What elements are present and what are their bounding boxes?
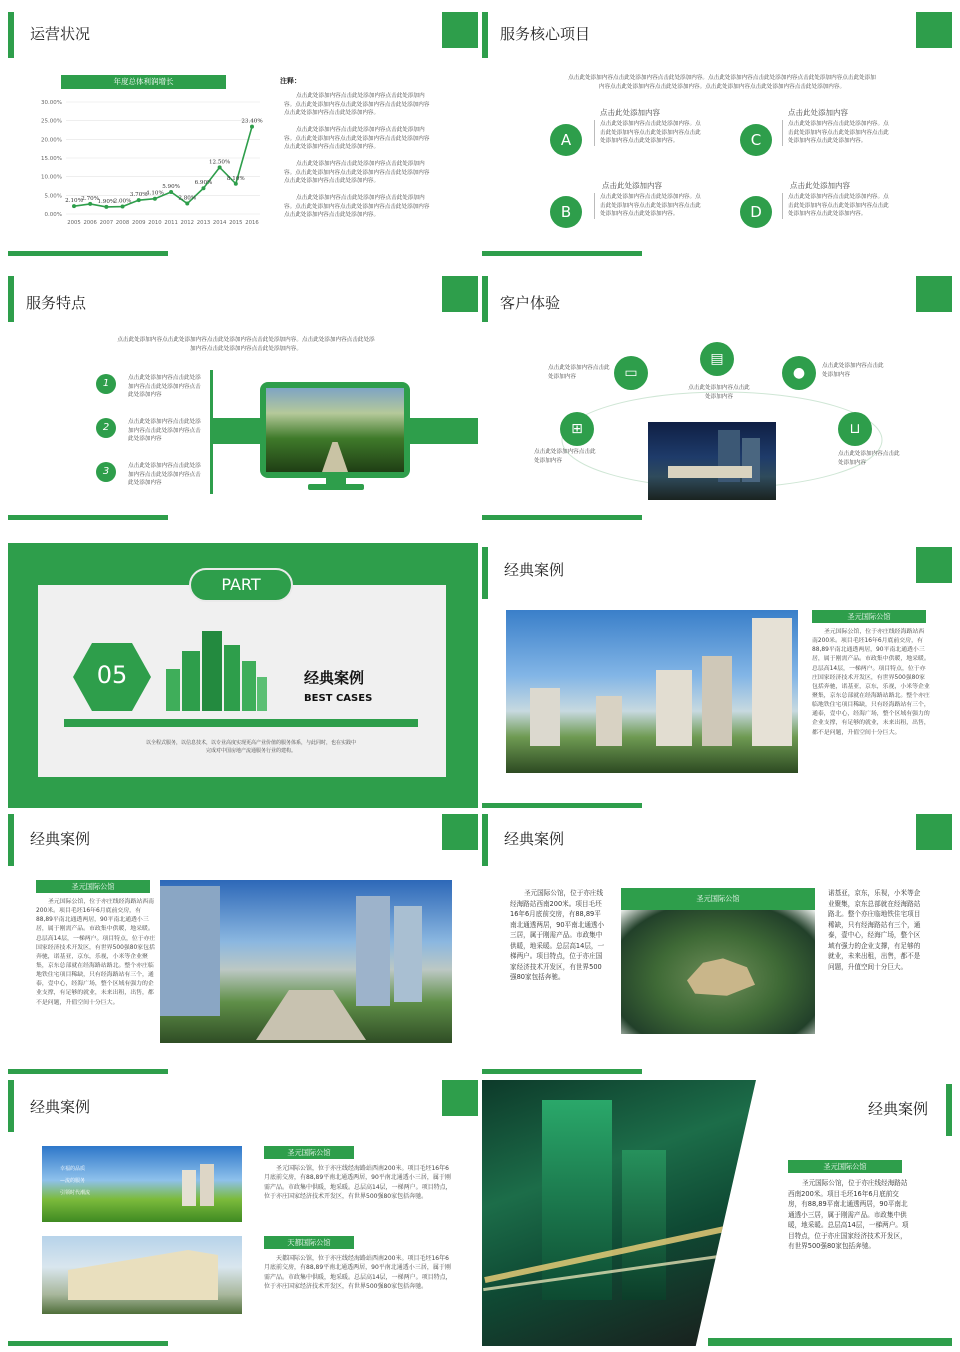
slide-title: 服务特点 [26,294,87,312]
intro-text: 点击此处添加内容点击此处添加内容点击此处添加内容。点击此处添加内容点击此处添加内容点击此处添加内容点击此处添加内容点击此处添加内容点击此处添加内容。点击此处添加内容点击此处添加内容点击此处添加内容。 [568,75,876,90]
slide-operations [8,6,478,256]
item-body: 点击此处添加内容点击此处添加内容。点击此处添加内容点击此处添加内容点击此处添加内容点击此处添加内容。 [782,120,892,146]
project-tag: 圣元国际公馆 [812,610,926,623]
building-shape [356,896,390,1006]
bottom-line [8,515,168,520]
corner-block [442,12,478,48]
accent-bar [8,1080,14,1132]
bottom-line [482,251,642,256]
project-body: 圣元国际公馆，位于亦庄线经海路站西南200米。项目毛坯16年6月底前交房，有88,89平南北通透两居，90平南北通透小三居，属于刚需产品。市政集中供暖，地采暖。总层高14层，一梯两户。项目特点，位于亦庄国家经济技术开发区，有世界500强80家包括奔驰。 [788,1179,909,1251]
slide-case-1 [482,543,952,808]
feature-number-2: 2 [96,418,116,438]
data-label: 2.10% [65,198,83,205]
item-heading: 点击此处添加内容 [602,181,662,190]
corner-block [916,814,952,850]
project-body: 圣元国际公馆，位于亦庄线经海路站西南200米。项目毛坯16年6月底前交房，有88,89平南北通透两居，90平南北通透小三居，属于刚需产品。市政集中供暖，地采暖。总层高14层，一梯两户。项目特点，位于亦庄国家经济技术开发区，有世界500强80家包括奔驰，诺基亚，京东，乐视，小米等企业聚集，京东总部就在经海路站路北。整个亦庄临地铁住宅项目稀缺，只有经海路站有三个，通泰，壹中心，经海广场，整个区域有强力的企业支撑，有足够的就业，未来出租，出售，都不是问题，升值空间十分巨大。 [812,629,930,736]
project-body-2: 天都国际公馆，位于亦庄线经海路站西南200米。项目毛坯16年6月底前交房，有88,89平南北通透两居，90平南北通透小三居，属于刚需产品。市政集中供暖，地采暖。总层高14层，一梯两户。项目特点，位于亦庄国家经济技术开发区，有世界500强80家包括奔驰。 [264,1255,452,1290]
laptop-icon: ▭ [614,356,648,390]
windows-icon: ⊞ [560,412,594,446]
slide-part-05 [8,543,478,808]
data-label: 4.10% [146,190,164,197]
building-shape [656,670,692,746]
data-point [218,165,222,169]
data-point [185,202,189,206]
slide-title: 客户体验 [500,294,561,312]
section-title-en: BEST CASES [304,693,373,704]
banner-photo [42,1146,242,1222]
aerial-photo [621,910,815,1034]
bottom-line [482,515,642,520]
data-label: 6.90% [194,180,213,187]
data-point [201,186,205,190]
feature-text: 点击此处添加内容点击此处添加内容点击此处添加内容点击此处添加内容 [128,375,201,399]
tower-shape [622,1150,666,1300]
complex-photo [42,1236,242,1314]
experience-label: 点击此处添加内容点击此处添加内容 [822,363,884,378]
x-tick-label: 2008 [115,220,130,226]
bottom-bar [708,1338,952,1346]
item-badge-c: C [740,124,772,156]
part-number: 05 [96,661,128,689]
path-shape [322,442,348,472]
slide-title: 经典案例 [30,1098,91,1116]
accent-bar [8,814,14,866]
accent-bar [482,276,488,322]
gate-shape [668,466,752,478]
data-label: 3.70% [129,192,148,199]
x-tick-label: 2005 [67,220,81,226]
bottom-line [8,1069,168,1074]
data-point [234,182,238,186]
x-tick-label: 2011 [164,220,178,226]
feature-number-3: 3 [96,462,116,482]
forest-photo [266,388,404,472]
data-label: 5.90% [162,183,180,190]
project-body: 圣元国际公馆，位于亦庄线经海路站西南200米。项目毛坯16年6月底前交房，有88,89平南北通透两居，90平南北通透小三居，属于刚需产品。市政集中供暖，地采暖。总层高14层，一梯两户。项目特点，位于亦庄国家经济技术开发区，有世界500强80家包括奔驰，诺基亚，京东，乐视，小米等企业聚集，京东总部就在经海路站路北。整个亦庄临地铁住宅项目稀缺，只有经海路站有三个，通泰，壹中心，经海广场，整个区域有强力的企业支撑，有足够的就业，未来出租，出售，都不是问题，升值空间十分巨大。 [36,899,156,1006]
corner-block [442,814,478,850]
apartment-photo [506,610,798,773]
bottom-line [8,1341,168,1346]
residential-photo [160,880,452,1043]
x-tick-label: 2012 [180,220,195,226]
slide-title: 服务核心项目 [500,25,591,43]
item-body: 点击此处添加内容点击此处添加内容。点击此处添加内容点击此处添加内容点击此处添加内容点击此处添加内容。 [594,120,702,146]
data-point [153,197,157,201]
building-shape [160,886,220,1016]
project-tag: 圣元国际公馆 [36,880,150,893]
item-heading: 点击此处添加内容 [600,108,660,117]
building-shape [394,906,422,1002]
x-tick-label: 2016 [245,220,259,226]
data-label: 8.10% [226,175,245,182]
tower-shape [542,1100,612,1300]
note-paragraph: 点击此处添加内容点击此处添加内容点击此处添加内容。点击此处添加内容点击此处添加内容点击此处添加内容点击此处添加内容点击此处添加内容。 [284,93,430,117]
x-tick-label: 2009 [131,220,146,226]
y-tick-label: 0.00% [44,212,62,218]
data-point [250,125,254,129]
feature-number-1: 1 [96,374,116,394]
data-point [137,198,141,202]
y-tick-label: 20.00% [41,137,62,144]
x-tick-label: 2014 [212,220,227,226]
data-label: 2.00% [113,198,132,205]
accent-bar [8,12,14,58]
inbox-icon: ⊔ [838,412,872,446]
part-pill: PART [189,568,293,602]
project-tag: 圣元国际公馆 [788,1160,902,1173]
banner-line: 幸福的品质 [60,1166,86,1172]
x-tick-label: 2013 [196,220,211,226]
printer-icon: ▤ [700,342,734,376]
x-tick-label: 2010 [148,220,162,226]
slide-title: 运营状况 [30,25,91,43]
building-shape [702,656,732,746]
slide-title: 经典案例 [504,561,565,579]
slide-case-4 [8,1080,478,1346]
section-description: 以全程式服务，以信息技术，以专业高度实现更高产业价值的服务体系，与此同时，也在实践中完成对中国房地产流通服务行业的建构。 [145,740,356,754]
note-label: 注释： [280,77,301,85]
item-badge-b: B [550,196,582,228]
accent-bar [482,547,488,599]
slide-core-services [482,6,952,256]
skyline-graphic [158,631,270,711]
profit-line-chart [28,96,268,234]
data-point [88,202,92,206]
experience-label: 点击此处添加内容点击此处添加内容 [688,385,750,400]
building-row [68,1250,218,1300]
building-shape [530,688,560,746]
accent-bar [482,814,488,866]
x-tick-label: 2006 [83,220,97,226]
plaza-shape [256,990,366,1040]
slide-case-2 [8,812,478,1074]
data-point [72,204,76,208]
monitor-base [308,484,364,490]
intro-text: 点击此处添加内容点击此处添加内容点击此处添加内容点击此处添加内容。点击此处添加内容点击此处添加内容点击此处添加内容点击此处添加内容。 [117,337,375,352]
note-block [284,92,432,220]
experience-label: 点击此处添加内容点击此处添加内容 [534,449,596,464]
bottom-line [482,803,642,808]
x-tick-label: 2015 [229,220,243,226]
project-tag-2: 天都国际公馆 [264,1236,354,1249]
item-body: 点击此处添加内容点击此处添加内容。点击此处添加内容点击此处添加内容点击此处添加内容点击此处添加内容。 [594,193,702,219]
slide-service-features [8,270,478,520]
corner-block [442,276,478,312]
slide-title: 经典案例 [30,830,91,848]
item-heading: 点击此处添加内容 [788,108,848,117]
data-point [104,205,108,209]
corner-block [916,276,952,312]
banner-line: —流的服务 [60,1178,86,1184]
slide-title: 经典案例 [504,830,565,848]
note-paragraph: 点击此处添加内容点击此处添加内容点击此处添加内容。点击此处添加内容点击此处添加内容点击此处添加内容点击此处添加内容点击此处添加内容。 [284,194,430,219]
feature-text: 点击此处添加内容点击此处添加内容点击此处添加内容点击此处添加内容 [128,463,201,487]
bottom-line [8,251,168,256]
data-label: 1.90% [97,198,116,205]
accent-bar [8,276,14,322]
building-shape [596,696,622,746]
note-paragraph: 点击此处添加内容点击此处添加内容点击此处添加内容。点击此处添加内容点击此处添加内容点击此处添加内容点击此处添加内容点击此处添加内容。 [284,126,430,151]
section-title-cn: 经典案例 [304,669,365,687]
panel-underline [64,719,418,727]
accent-bar-right [946,1084,952,1136]
data-point [121,205,125,209]
building-cluster [679,954,759,998]
data-label: 2.70% [81,195,100,202]
tower-shape [200,1164,214,1206]
night-building-photo [648,422,776,500]
x-tick-label: 2007 [99,220,114,226]
data-label: 12.50% [208,159,231,166]
tower-night-photo [482,1080,756,1346]
slide-case-5 [482,1080,952,1346]
corner-block [916,12,952,48]
data-point [169,190,173,194]
location-icon: ● [782,356,816,390]
slide-title: 经典案例 [868,1100,929,1118]
left-body: 圣元国际公馆，位于亦庄线经海路站西南200米。项目毛坯16年6月底前交房，有88,89平南北通透两居，90平南北通透小三居，属于刚需产品。市政集中供暖，地采暖。总层高14层，一梯两户。项目特点，位于亦庄国家经济技术开发区，有世界500强80家包括奔驰。 [510,889,605,982]
chart-title: 年度总体利润增长 [61,75,226,89]
building-shape [752,618,792,746]
experience-label: 点击此处添加内容点击此处添加内容 [838,451,900,466]
corner-block [916,547,952,583]
y-tick-label: 15.00% [41,156,62,162]
light-trail [484,1223,740,1283]
item-heading: 点击此处添加内容 [790,181,850,190]
accent-bar [482,12,488,58]
y-tick-label: 25.00% [41,118,62,125]
banner-line: 引领时代潮流 [60,1190,91,1196]
y-tick-label: 5.00% [44,193,62,200]
item-body: 点击此处添加内容点击此处添加内容。点击此处添加内容点击此处添加内容点击此处添加内容点击此处添加内容。 [782,193,892,219]
item-badge-a: A [550,124,582,156]
experience-label: 点击此处添加内容点击此处添加内容 [548,365,610,380]
project-tag-1: 圣元国际公馆 [264,1146,354,1159]
slide-case-3 [482,812,952,1074]
project-tag: 圣元国际公馆 [621,888,815,910]
y-tick-label: 10.00% [41,174,62,181]
slide-customer-experience [482,270,952,520]
y-tick-label: 30.00% [41,100,62,106]
corner-block [442,1080,478,1116]
data-label: 23.40% [241,118,263,125]
item-badge-d: D [740,196,772,228]
bottom-line [482,1069,642,1074]
tower-shape [182,1170,196,1206]
feature-text: 点击此处添加内容点击此处添加内容点击此处添加内容点击此处添加内容 [128,419,201,443]
right-body: 诺基亚，京东，乐视，小米等企业聚集，京东总部就在经海路站路北。整个亦庄临地铁住宅项目稀缺，只有经海路站有三个，通泰，壹中心，经海广场，整个区域有强力的企业支撑，有足够的就业，未来出租，出售，都不是问题，升值空间十分巨大。 [828,889,921,971]
project-body-1: 圣元国际公馆，位于亦庄线经海路站西南200米。项目毛坯16年6月底前交房，有88,89平南北通透两居，90平南北通透小三居，属于刚需产品。市政集中供暖，地采暖。总层高14层，一梯两户。项目特点，位于亦庄国家经济技术开发区，有世界500强80家包括奔驰。 [264,1165,452,1200]
data-label: 2.80% [178,195,197,202]
note-paragraph: 点击此处添加内容点击此处添加内容点击此处添加内容。点击此处添加内容点击此处添加内容点击此处添加内容点击此处添加内容点击此处添加内容。 [284,160,430,185]
